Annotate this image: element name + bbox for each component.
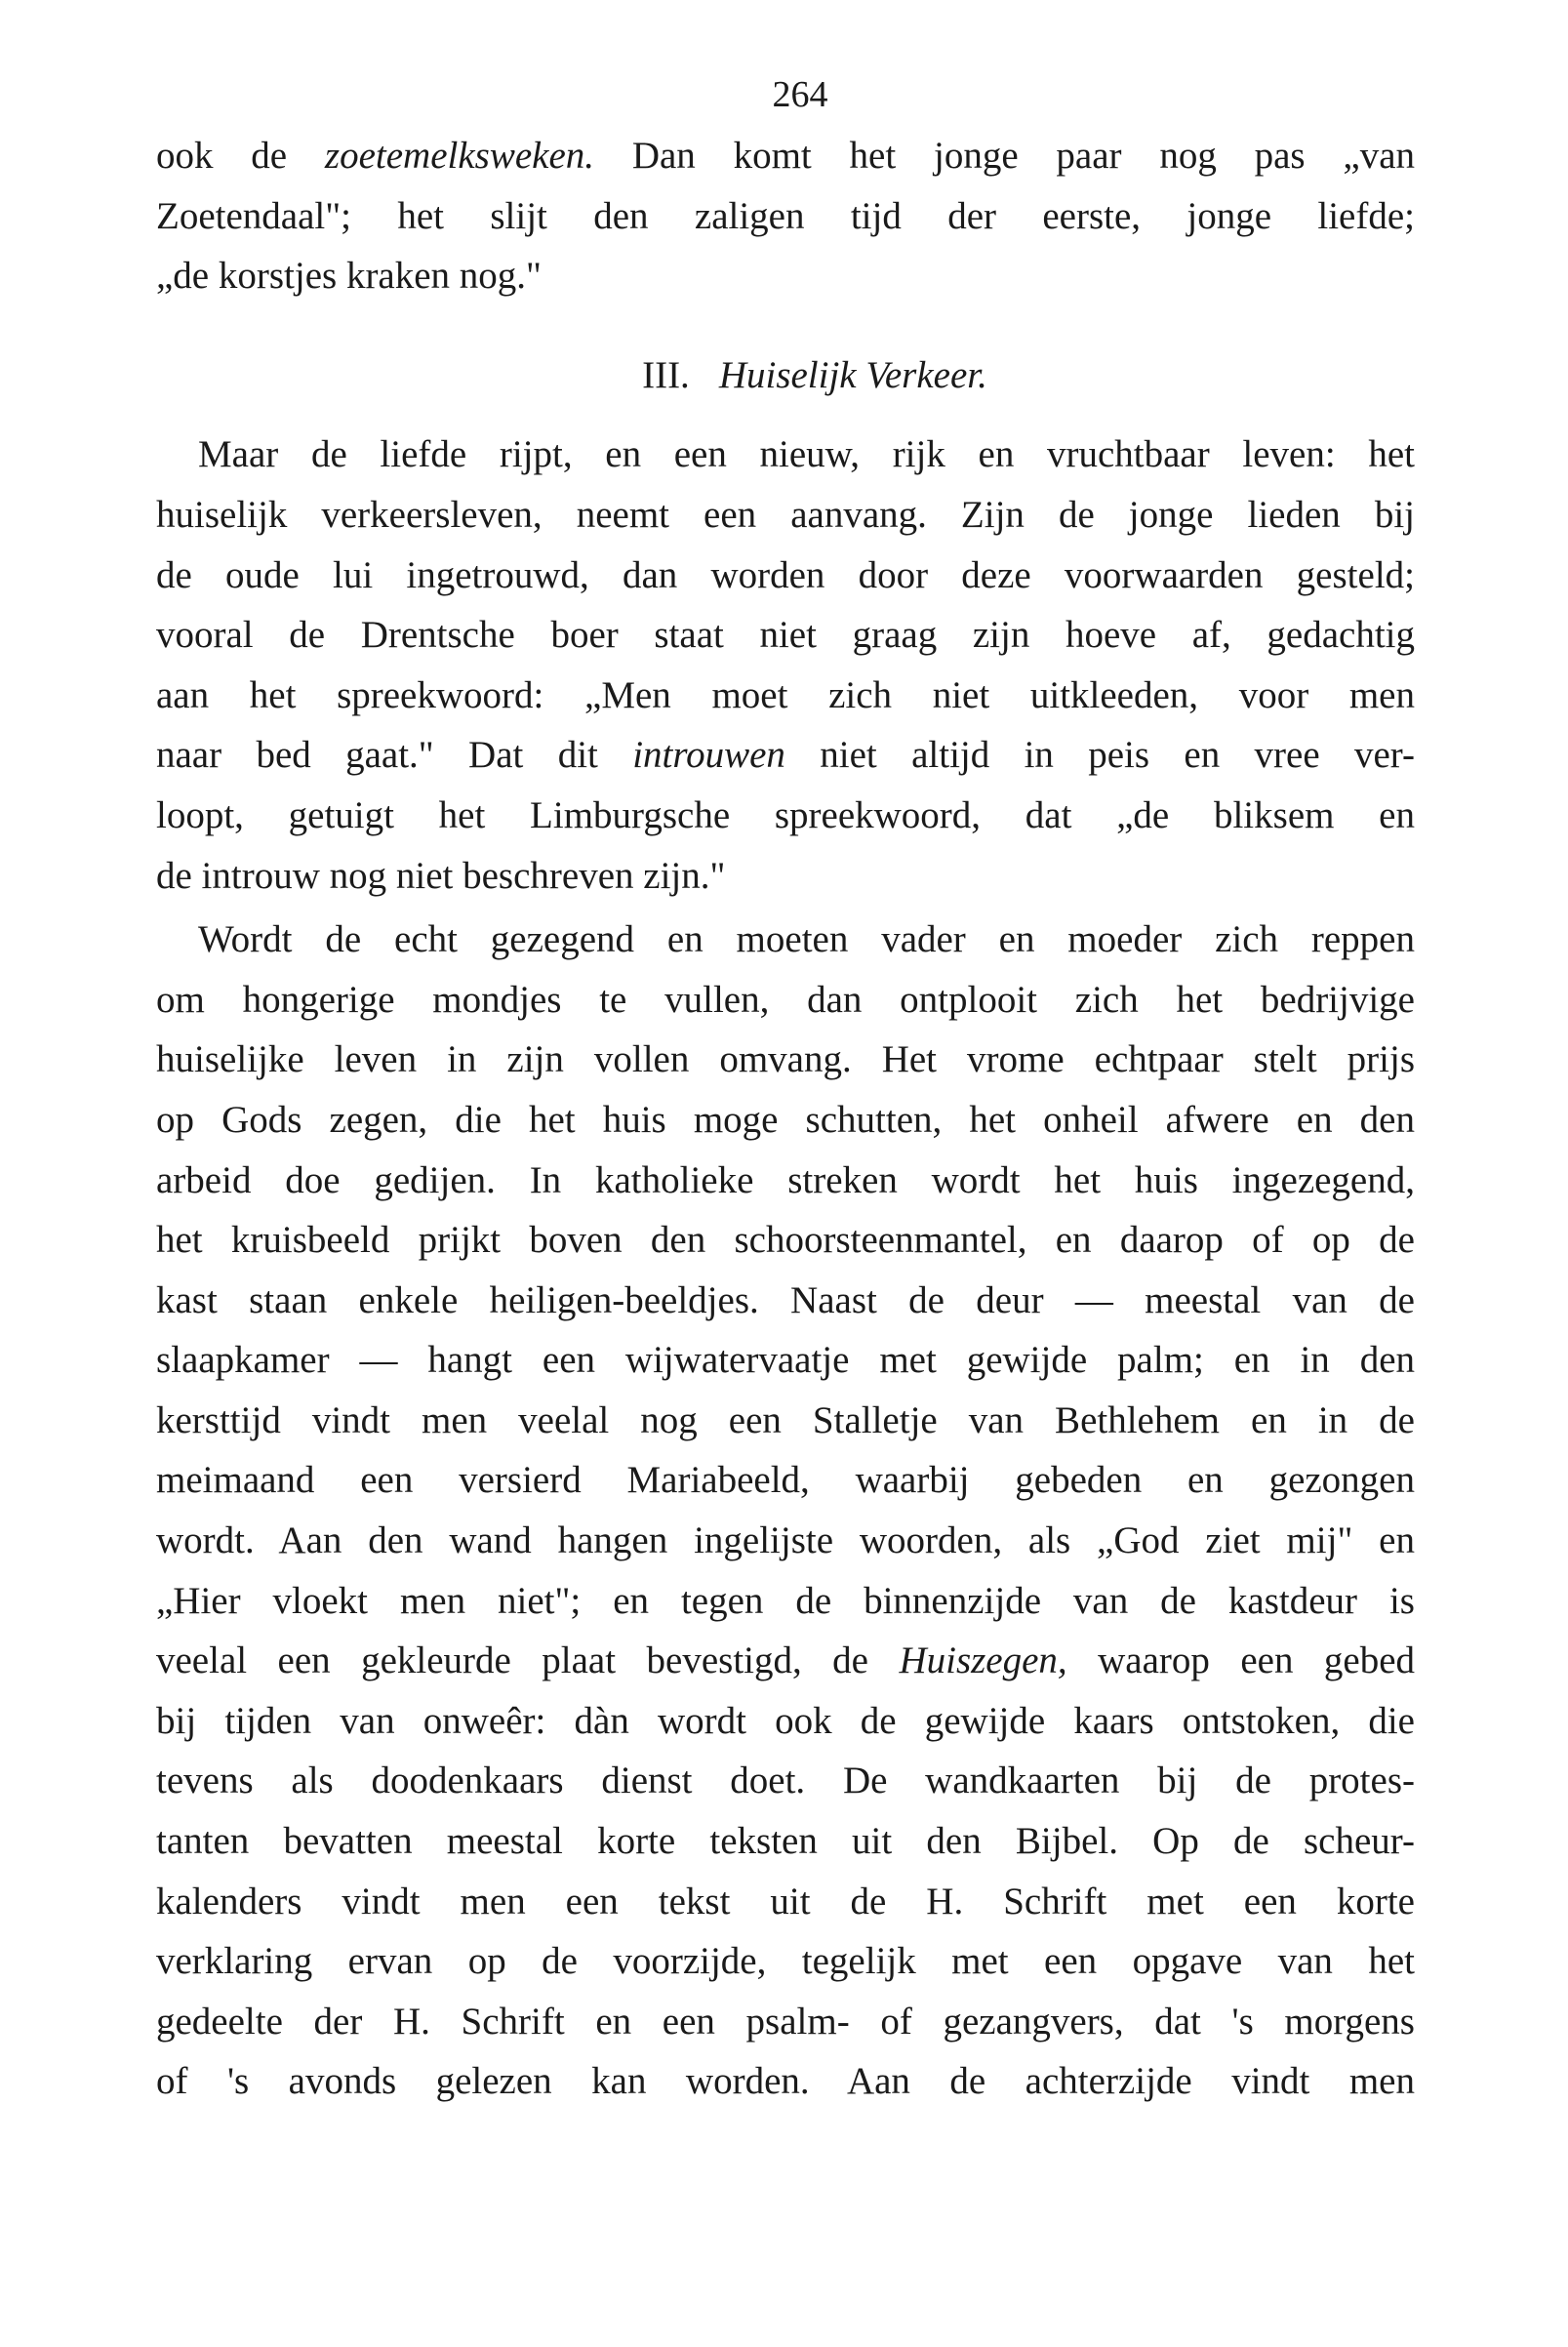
text-line: de introuw nog niet beschreven zijn." bbox=[156, 854, 726, 897]
text-line: huiselijk verkeersleven, neemt een aanvang. Zijn de jonge lieden bij bbox=[156, 493, 1415, 536]
text-line: loopt, getuigt het Limburgsche spreekwoord, dat „de bliksem en bbox=[156, 793, 1415, 836]
paragraph-2 bbox=[156, 425, 1415, 906]
section-heading bbox=[215, 345, 1415, 406]
book-page bbox=[156, 73, 1415, 2112]
text-line: Wordt de echt gezegend en moeten vader en moeder zich reppen bbox=[198, 918, 1415, 961]
text-line: slaapkamer — hangt een wijwatervaatje met gewijde palm; en in den bbox=[156, 1339, 1415, 1382]
text-line: ook de zoetemelksweken. Dan komt het jonge paar nog pas „van bbox=[156, 135, 1415, 177]
text-line: om hongerige mondjes te vullen, dan ontplooit zich het bedrijvige bbox=[156, 978, 1415, 1021]
text-line: vooral de Drentsche boer staat niet graag zijn hoeve af, gedachtig bbox=[156, 614, 1415, 657]
text-line: Zoetendaal"; het slijt den zaligen tijd der eerste, jonge liefde; bbox=[156, 194, 1415, 237]
text-line: veelal een gekleurde plaat bevestigd, de Huiszegen, waarop een gebed bbox=[156, 1639, 1415, 1682]
text-line: kersttijd vindt men veelal nog een Stalletje van Bethlehem en in de bbox=[156, 1398, 1415, 1441]
italic-term: introuwen bbox=[632, 734, 785, 777]
text-line: huiselijke leven in zijn vollen omvang. Het vrome echtpaar stelt prijs bbox=[156, 1038, 1415, 1081]
text-line: of 's avonds gelezen kan worden. Aan de achterzijde vindt men bbox=[156, 2060, 1415, 2103]
text-line: arbeid doe gedijen. In katholieke streken wordt het huis ingezegend, bbox=[156, 1158, 1415, 1201]
text-line: bij tijden van onweêr: dàn wordt ook de gewijde kaars ontstoken, die bbox=[156, 1699, 1415, 1742]
text-line: gedeelte der H. Schrift en een psalm- of gezangvers, dat 's morgens bbox=[156, 2000, 1415, 2043]
text-line: meimaand een versierd Mariabeeld, waarbij gebeden en gezongen bbox=[156, 1459, 1415, 1502]
text-line: aan het spreekwoord: „Men moet zich niet uitkleeden, voor men bbox=[156, 673, 1415, 716]
text-line: wordt. Aan den wand hangen ingelijste woorden, als „God ziet mij" en bbox=[156, 1519, 1415, 1562]
italic-term: Huiszegen, bbox=[899, 1639, 1067, 1682]
paragraph-1 bbox=[156, 126, 1415, 306]
italic-term: zoetemelksweken. bbox=[324, 135, 595, 177]
section-title: Huiselijk Verkeer. bbox=[718, 353, 987, 396]
text-line: het kruisbeeld prijkt boven den schoorsteenmantel, en daarop of op de bbox=[156, 1219, 1415, 1262]
text-line: verklaring ervan op de voorzijde, tegelijk met een opgave van het bbox=[156, 1940, 1415, 1983]
text-line: Maar de liefde rijpt, en een nieuw, rijk en vruchtbaar leven: het bbox=[198, 433, 1415, 476]
text-line: „de korstjes kraken nog." bbox=[156, 255, 542, 298]
text-line: de oude lui ingetrouwd, dan worden door deze voorwaarden gesteld; bbox=[156, 553, 1415, 596]
text-line: tanten bevatten meestal korte teksten uit den Bijbel. Op de scheur- bbox=[156, 1820, 1415, 1863]
text-line: naar bed gaat." Dat dit introuwen niet altijd in peis en vree ver- bbox=[156, 734, 1415, 777]
paragraph-3 bbox=[156, 910, 1415, 2112]
section-numeral: III. bbox=[642, 353, 690, 396]
text-line: op Gods zegen, die het huis moge schutten, het onheil afwere en den bbox=[156, 1098, 1415, 1141]
text-line: kalenders vindt men een tekst uit de H. Schrift met een korte bbox=[156, 1880, 1415, 1922]
text-line: „Hier vloekt men niet"; en tegen de binnenzijde van de kastdeur is bbox=[156, 1579, 1415, 1622]
text-line: tevens als doodenkaars dienst doet. De wandkaarten bij de protes- bbox=[156, 1760, 1415, 1802]
page-number: 264 bbox=[772, 74, 828, 115]
text-line: kast staan enkele heiligen-beeldjes. Naast de deur — meestal van de bbox=[156, 1278, 1415, 1321]
